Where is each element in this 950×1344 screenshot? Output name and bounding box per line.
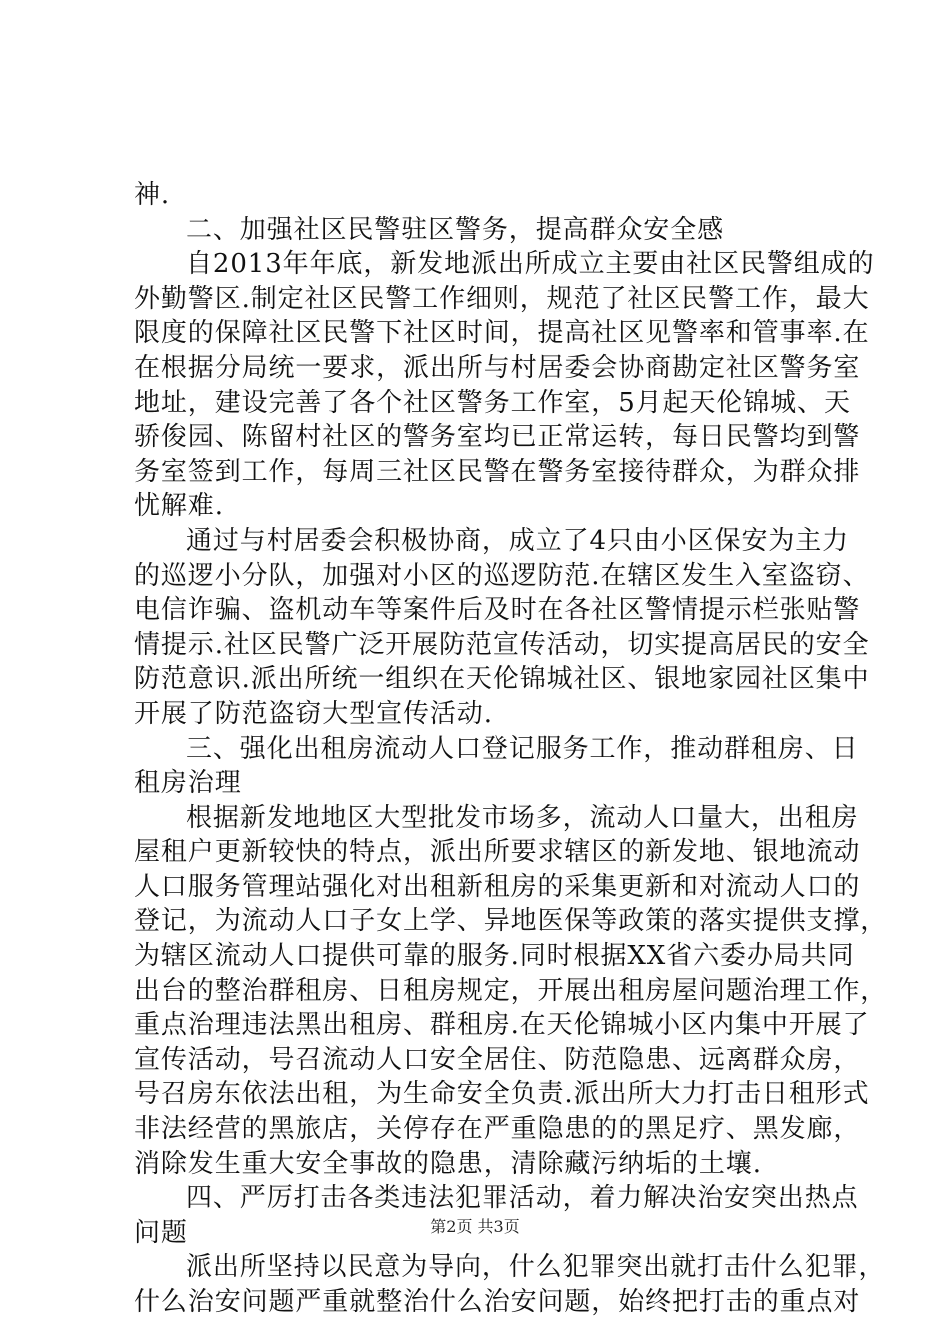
text-line: 地址，建设完善了各个社区警务工作室，5月起天伦锦城、天 (134, 387, 851, 418)
text-line: 消除发生重大安全事故的隐患，清除藏污纳垢的土壤. (134, 1148, 762, 1179)
text-line: 非法经营的黑旅店，关停存在严重隐患的的黑足疗、黑发廊， (134, 1114, 861, 1145)
section-heading-3: 三、强化出租房流动人口登记服务工作，推动群租房、日 (186, 733, 859, 764)
section-heading-4-cont: 问题 (134, 1217, 188, 1248)
section-heading-2: 二、加强社区民警驻区警务，提高群众安全感 (186, 214, 725, 245)
text-line: 忧解难. (134, 491, 224, 522)
text-line: 宣传活动，号召流动人口安全居住、防范隐患、远离群众房， (134, 1044, 861, 1075)
text-line: 在根据分局统一要求，派出所与村居委会协商勘定社区警务室 (134, 352, 861, 383)
text-line: 的巡逻小分队，加强对小区的巡逻防范.在辖区发生入室盗窃、 (134, 560, 870, 591)
text-line: 外勤警区.制定社区民警工作细则，规范了社区民警工作，最大 (134, 283, 870, 314)
text-line: 号召房东依法出租，为生命安全负责.派出所大力打击日租形式 (134, 1079, 870, 1110)
text-line: 根据新发地地区大型批发市场多，流动人口量大，出租房 (186, 802, 859, 833)
section-heading-3-cont: 租房治理 (134, 768, 242, 799)
text-line: 出台的整治群租房、日租房规定，开展出租房屋问题治理工作， (134, 975, 888, 1006)
text-line: 屋租户更新较快的特点，派出所要求辖区的新发地、银地流动 (134, 837, 861, 868)
page-number-footer: 第2页 共3页 (430, 1217, 520, 1236)
text-line: 防范意识.派出所统一组织在天伦锦城社区、银地家园社区集中 (134, 664, 870, 695)
text-line: 什么治安问题严重就整治什么治安问题，始终把打击的重点对 (134, 1287, 861, 1317)
text-line: 神. (134, 180, 171, 210)
document-body (134, 178, 888, 1320)
text-line: 电信诈骗、盗机动车等案件后及时在各社区警情提示栏张贴警 (134, 595, 861, 626)
text-line: 情提示.社区民警广泛开展防范宣传活动，切实提高居民的安全 (134, 629, 870, 660)
text-line: 登记，为流动人口子女上学、异地医保等政策的落实提供支撑， (134, 906, 888, 937)
text-line: 自2013年年底，新发地派出所成立主要由社区民警组成的 (186, 249, 875, 280)
text-line: 人口服务管理站强化对出租新租房的采集更新和对流动人口的 (134, 871, 861, 902)
text-line: 重点治理违法黑出租房、群租房.在天伦锦城小区内集中开展了 (134, 1010, 870, 1041)
section-heading-4: 四、严厉打击各类违法犯罪活动，着力解决治安突出热点 (186, 1183, 859, 1214)
text-line: 通过与村居委会积极协商，成立了4只由小区保安为主力 (186, 525, 850, 556)
text-line: 限度的保障社区民警下社区时间，提高社区见警率和管事率.在 (134, 318, 870, 349)
text-line: 骄俊园、陈留村社区的警务室均已正常运转，每日民警均到警 (134, 422, 861, 453)
text-line: 派出所坚持以民意为导向，什么犯罪突出就打击什么犯罪， (186, 1252, 886, 1283)
text-line: 为辖区流动人口提供可靠的服务.同时根据XX省六委办局共同 (134, 941, 855, 972)
text-line: 开展了防范盗窃大型宣传活动. (134, 698, 493, 729)
text-line: 务室签到工作，每周三社区民警在警务室接待群众，为群众排 (134, 456, 861, 487)
